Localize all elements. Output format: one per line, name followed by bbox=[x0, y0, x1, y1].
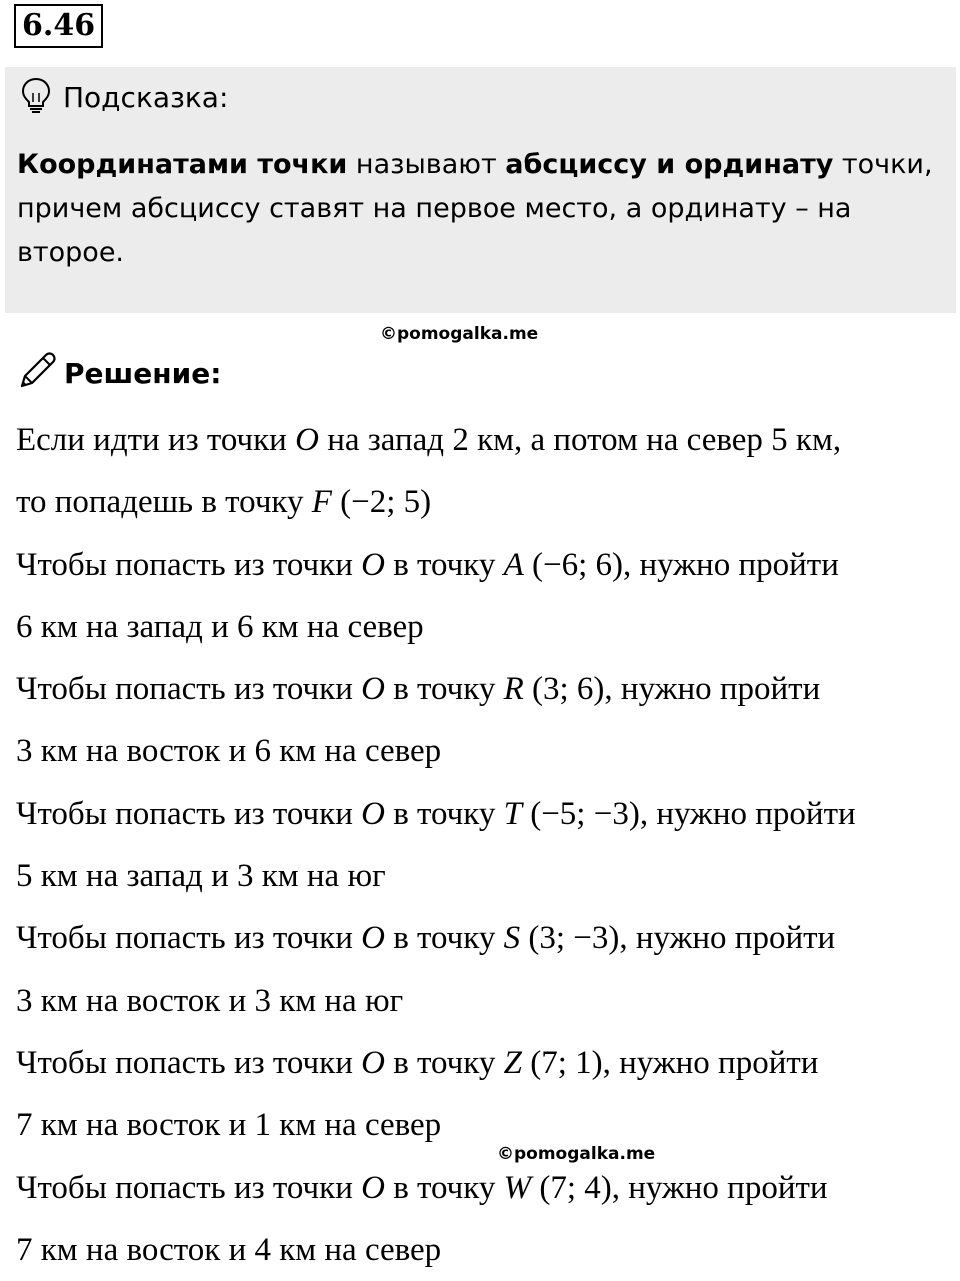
hint-title: Подсказка: bbox=[63, 80, 229, 114]
point-var: S bbox=[503, 920, 521, 957]
watermark: ©pomogalka.me bbox=[497, 1144, 656, 1164]
line-text: в точку bbox=[384, 1044, 504, 1081]
lightbulb-icon bbox=[19, 77, 53, 118]
point-var: Z bbox=[503, 1044, 522, 1081]
line-text: в точку bbox=[384, 671, 504, 708]
line-text: в точку bbox=[384, 920, 504, 957]
point-var: T bbox=[503, 795, 522, 832]
solution-line bbox=[16, 720, 946, 782]
line-text: Чтобы попасть из точки bbox=[16, 671, 362, 708]
solution-line bbox=[16, 1157, 946, 1219]
line-text: 3 км на восток и 3 км на юг bbox=[16, 982, 404, 1019]
point-var: O bbox=[295, 422, 319, 458]
solution-text bbox=[16, 409, 946, 1281]
line-text: в точку bbox=[384, 1169, 504, 1206]
watermark: ©pomogalka.me bbox=[380, 324, 539, 344]
hint-text bbox=[17, 143, 942, 275]
point-var: O bbox=[361, 920, 385, 957]
line-text: Чтобы попасть из точки bbox=[16, 1169, 362, 1206]
solution-line bbox=[16, 1032, 946, 1094]
line-text: Если идти из точки bbox=[16, 422, 296, 458]
line-text: (3; 6), нужно пройти bbox=[523, 671, 821, 708]
line-text: (7; 4), нужно пройти bbox=[531, 1169, 828, 1206]
line-text: 6 км на запад и 6 км на север bbox=[16, 608, 424, 645]
solution-title: Решение: bbox=[64, 356, 222, 390]
point-var: W bbox=[503, 1169, 532, 1206]
solution-line bbox=[16, 471, 946, 533]
point-var: O bbox=[361, 795, 385, 832]
point-var: O bbox=[361, 1169, 385, 1206]
line-text: Чтобы попасть из точки bbox=[16, 546, 362, 583]
solution-line bbox=[16, 845, 946, 907]
solution-line bbox=[16, 534, 946, 596]
hint-term-2: абсциссу и ординату bbox=[505, 149, 834, 180]
point-var: O bbox=[361, 546, 385, 583]
hint-box bbox=[5, 67, 956, 313]
point-var: O bbox=[361, 1044, 385, 1081]
line-text: то попадешь в точку bbox=[16, 484, 312, 521]
point-var: F bbox=[311, 484, 332, 521]
line-text: (7; 1), нужно пройти bbox=[521, 1044, 819, 1081]
line-text: 3 км на восток и 6 км на север bbox=[16, 733, 442, 770]
line-text: 7 км на восток и 4 км на север bbox=[16, 1231, 442, 1268]
line-text: в точку bbox=[384, 795, 504, 832]
solution-header bbox=[16, 352, 221, 394]
solution-line bbox=[16, 783, 946, 845]
line-text: (−5; −3), нужно пройти bbox=[521, 795, 856, 832]
line-text: 5 км на запад и 3 км на юг bbox=[16, 858, 386, 895]
solution-line bbox=[16, 1094, 946, 1156]
solution-line bbox=[16, 1219, 946, 1281]
line-text: Чтобы попасть из точки bbox=[16, 920, 362, 957]
hint-text-1: называют bbox=[347, 149, 506, 180]
line-text: в точку bbox=[384, 546, 504, 583]
hint-term-1: Координатами точки bbox=[17, 149, 348, 180]
line-text: (−2; 5) bbox=[331, 484, 432, 521]
line-text: 7 км на восток и 1 км на север bbox=[16, 1107, 442, 1144]
line-text: (3; −3), нужно пройти bbox=[520, 920, 836, 957]
line-text: на запад 2 км, а потом на север 5 км, bbox=[318, 422, 842, 458]
solution-line bbox=[16, 596, 946, 658]
line-text: (−6; 6), нужно пройти bbox=[523, 546, 839, 583]
problem-number: 6.46 bbox=[14, 4, 103, 48]
point-var: O bbox=[361, 671, 385, 708]
pencil-icon bbox=[16, 350, 58, 397]
hint-header bbox=[19, 79, 228, 115]
line-text: Чтобы попасть из точки bbox=[16, 1044, 362, 1081]
solution-line bbox=[16, 658, 946, 720]
hint-text-2: точки, причем абсциссу ставят на первое место, а ординату – на второе. bbox=[17, 149, 933, 268]
line-text: Чтобы попасть из точки bbox=[16, 795, 362, 832]
point-var: R bbox=[503, 671, 524, 708]
solution-line bbox=[16, 970, 946, 1032]
point-var: A bbox=[503, 546, 524, 583]
solution-line bbox=[16, 907, 946, 969]
solution-line bbox=[16, 409, 946, 471]
